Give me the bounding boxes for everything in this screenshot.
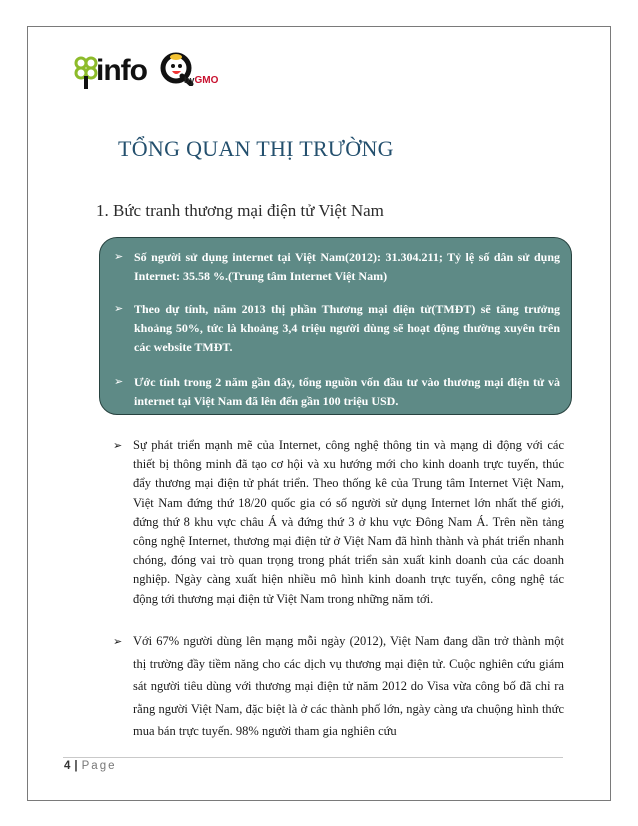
page-title: TỔNG QUAN THỊ TRƯỜNG [118, 136, 394, 161]
body-paragraph: ➢ Sự phát triển mạnh mẽ của Internet, công nghệ thông tin và mạng di động với các thiết bị thông minh đã tạo cơ hội và xu hướng mới cho kinh doanh trực tuyến, thúc đẩy thương mại điện tử phát triển. Theo thống kê của Trung tâm Internet Việt Nam, Việt Nam đứng thứ 18/20 quốc gia có số người sử dụng Internet lớn nhất thế giới, đứng thứ 8 khu vực châu Á và đứng thứ 3 ở khu vực Đông Nam Á. Trên nền tảng công nghệ Internet, thương mại điện tử ở Việt Nam đã hình thành và phát triển nhanh chóng, đóng vai trò quan trọng trong phát triển sản xuất kinh doanh của các doanh nghiệp. Ngày càng xuất hiện nhiều mô hình kinh doanh trực tuyến, công nghệ tác động tới thương mại điện tử Việt Nam trong những năm tới. [113, 438, 564, 606]
logo-brand: info [96, 54, 147, 87]
arrow-bullet-icon: ➢ [114, 376, 124, 388]
highlight-item: ➢ Ước tính trong 2 năm gần đây, tổng nguồn vốn đầu tư vào thương mại điện tử và internet tại Việt Nam đã lên đến gần 100 triệu USD. [114, 375, 560, 408]
arrow-bullet-icon: ➢ [113, 636, 123, 648]
clover-icon [74, 56, 98, 90]
arrow-bullet-icon: ➢ [114, 303, 124, 315]
highlight-item: ➢ Số người sử dụng internet tại Việt Nam(2012): 31.304.211; Tỷ lệ số dân sử dụng Internet: 35.58 %.(Trung tâm Internet Việt Nam) [114, 250, 560, 283]
page-number: 4 | Page [64, 760, 117, 772]
infoq-logo [74, 52, 234, 92]
footer-divider [63, 757, 563, 758]
body-paragraph: ➢ Với 67% người dùng lên mạng mỗi ngày (2012), Việt Nam đang dần trở thành một thị trường đầy tiềm năng cho các dịch vụ thương mại điện tử. Cuộc nghiên cứu giám sát người tiêu dùng với thương mại điện tử năm 2012 do Visa vừa công bố đã chỉ ra rằng người Việt Nam, đặc biệt là ở các thành phố lớn, ngày càng ưa chuộng hình thức mua bán trực tuyến. 98% người tham gia nghiên cứu [113, 630, 564, 743]
gmo-logo: GMO [194, 75, 219, 86]
arrow-bullet-icon: ➢ [113, 440, 123, 452]
section-heading: 1. Bức tranh thương mại điện tử Việt Nam [96, 201, 384, 220]
logo-byline: byGMO [184, 75, 219, 86]
highlight-item: ➢ Theo dự tính, năm 2013 thị phần Thương mại điện tử(TMĐT) sẽ tăng trưởng khoảng 50%, tức là khoảng 3,4 triệu người dùng sẽ hoạt động thường xuyên trên các website TMĐT. [114, 302, 560, 354]
highlight-box [99, 237, 572, 415]
arrow-bullet-icon: ➢ [114, 251, 124, 263]
